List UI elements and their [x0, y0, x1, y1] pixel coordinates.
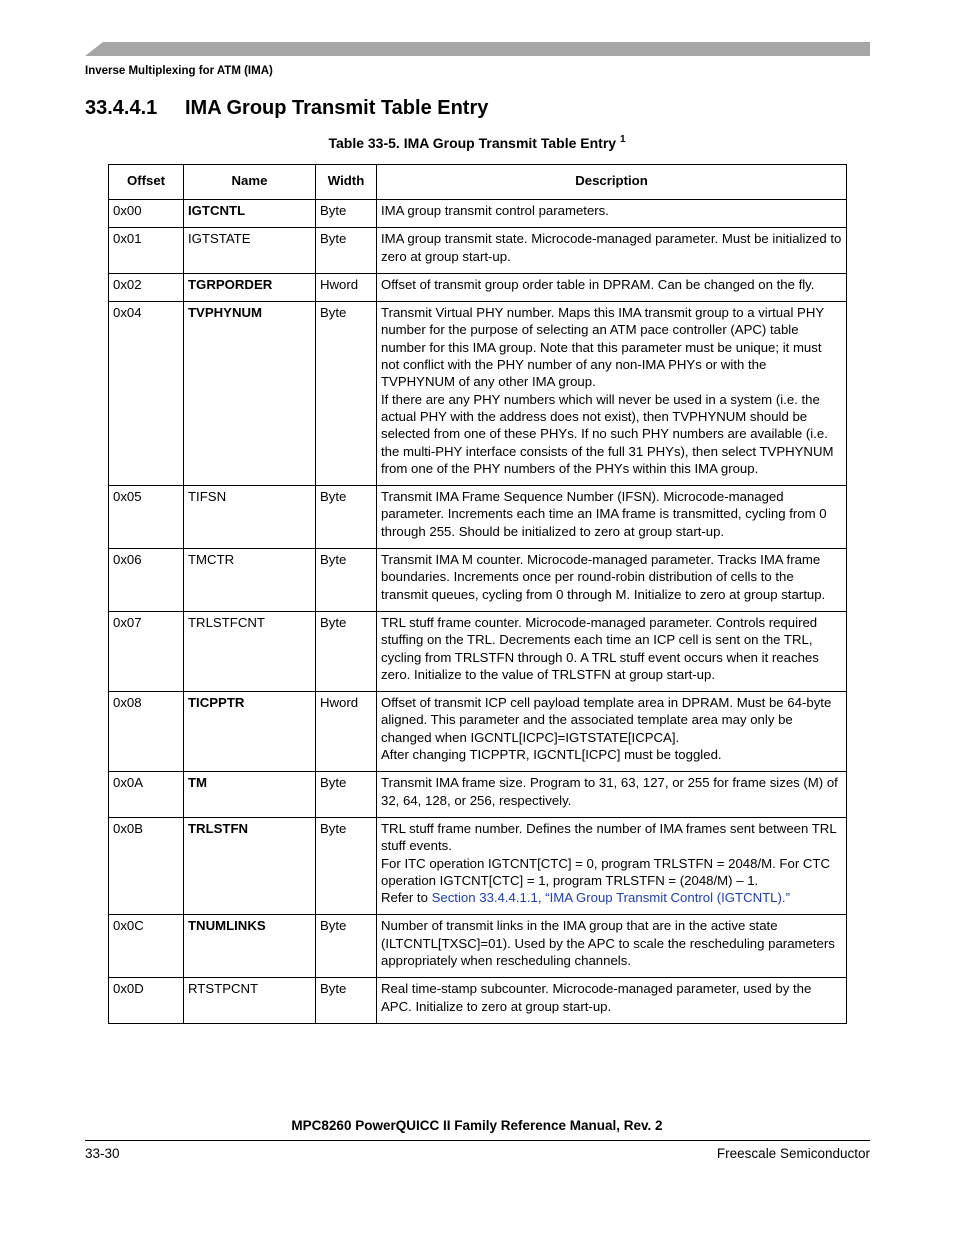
cell-width: Byte [316, 611, 377, 691]
cell-width: Byte [316, 486, 377, 549]
cell-width: Byte [316, 228, 377, 274]
cell-description [377, 772, 847, 818]
footer-manual-title: MPC8260 PowerQUICC II Family Reference Manual, Rev. 2 [291, 1118, 663, 1133]
cell-width: Byte [316, 772, 377, 818]
section-cross-reference-link[interactable]: Section 33.4.4.1.1, “IMA Group Transmit Control (IGTCNTL).” [431, 890, 790, 906]
cell-description [377, 978, 847, 1024]
description-paragraph: Transmit IMA M counter. Microcode-managed parameter. Tracks IMA frame boundaries. Increments once per round-robin distribution of cells to the transmit queues, cycling from 0 through M. Initialize to zero at group startup. [381, 552, 826, 602]
description-paragraph: Transmit IMA Frame Sequence Number (IFSN). Microcode-managed parameter. Increments each time an IMA frame is transmitted, cycling from 0 through 255. Should be initialized to zero at group start-up. [381, 489, 827, 539]
description-paragraph: TRL stuff frame number. Defines the number of IMA frames sent between TRL stuff events. [381, 820, 837, 854]
cell-width: Byte [316, 200, 377, 228]
register-table [108, 164, 847, 1024]
cell-offset: 0x0D [109, 978, 184, 1024]
cell-description [377, 273, 847, 301]
description-paragraph: Transmit IMA frame size. Program to 31, 63, 127, or 255 for frame sizes (M) of 32, 64, 128, or 256, respectively. [381, 775, 838, 808]
description-paragraph: Transmit Virtual PHY number. Maps this IMA transmit group to a virtual PHY number for the purpose of selecting an ATM pace controller (APC) table number for this IMA group. Note that this parameter must be unique; it must not conflict with the PHY number of any non-IMA PHYs or with the TVPHYNUM of any other IMA group. [381, 305, 824, 390]
cell-name: IGTSTATE [184, 228, 316, 274]
table-row [109, 611, 847, 691]
header-decorative-bar [85, 42, 870, 56]
cell-description [377, 611, 847, 691]
cell-width: Byte [316, 302, 377, 486]
table-header-row [109, 165, 847, 200]
table-caption [0, 134, 954, 151]
footer-divider [85, 1140, 870, 1141]
table-caption-text: Table 33-5. IMA Group Transmit Table Entry [328, 135, 617, 151]
cell-description [377, 200, 847, 228]
table-row [109, 549, 847, 612]
description-paragraph: Offset of transmit ICP cell payload template area in DPRAM. Must be 64-byte aligned. This parameter and the associated template area may only be changed when IGCNTL[ICPC]=IGTSTATE[ICPCA]. [381, 695, 832, 745]
column-header-offset: Offset [109, 165, 184, 200]
running-head: Inverse Multiplexing for ATM (IMA) [85, 65, 273, 77]
cell-offset: 0x00 [109, 200, 184, 228]
cell-name: TNUMLINKS [184, 915, 316, 978]
cell-name: TGRPORDER [184, 273, 316, 301]
footer-company: Freescale Semiconductor [716, 1146, 870, 1161]
cell-width: Byte [316, 978, 377, 1024]
table-body [109, 200, 847, 1024]
description-paragraph: Number of transmit links in the IMA group that are in the active state (ILTCNTL[TXSC]=01). Used by the APC to scale the rescheduling parameters appropriately when rescheduling channels. [381, 918, 835, 968]
column-header-description: Description [377, 165, 847, 200]
cell-description [377, 915, 847, 978]
cell-description [377, 228, 847, 274]
table-row [109, 978, 847, 1024]
section-heading [85, 97, 488, 120]
cell-name: TM [184, 772, 316, 818]
cell-offset: 0x06 [109, 549, 184, 612]
table-row [109, 772, 847, 818]
cell-offset: 0x0B [109, 817, 184, 914]
description-paragraph: IMA group transmit control parameters. [381, 203, 609, 218]
cell-name: TIFSN [184, 486, 316, 549]
cell-width: Hword [316, 273, 377, 301]
section-number: 33.4.4.1 [85, 97, 158, 119]
column-header-name: Name [184, 165, 316, 200]
cell-width: Byte [316, 549, 377, 612]
description-paragraph: For ITC operation IGTCNT[CTC] = 0, program TRLSTFN = 2048/M. For CTC operation IGTCNT[CTC] = 1, program TRLSTFN = (2048/M) – 1. [381, 855, 830, 888]
cell-offset: 0x04 [109, 302, 184, 486]
cell-offset: 0x07 [109, 611, 184, 691]
cell-width: Hword [316, 692, 377, 772]
cell-offset: 0x0A [109, 772, 184, 818]
description-paragraph: After changing TICPPTR, IGCNTL[ICPC] must be toggled. [381, 747, 722, 763]
cell-name: TVPHYNUM [184, 302, 316, 486]
cell-description [377, 549, 847, 612]
cell-offset: 0x08 [109, 692, 184, 772]
table-row [109, 273, 847, 301]
table-row [109, 486, 847, 549]
description-paragraph: Offset of transmit group order table in DPRAM. Can be changed on the fly. [381, 276, 815, 292]
cell-name: TMCTR [184, 549, 316, 612]
cell-offset: 0x0C [109, 915, 184, 978]
description-paragraph: TRL stuff frame counter. Microcode-managed parameter. Controls required stuffing on the TRL. Decrements each time an ICP cell is sent on the TRL, cycling from TRLSTFN through 0. A TRL stuff event occurs when it reaches zero. Initialize to the value of TRLSTFN at group start-up. [381, 614, 819, 682]
table-row [109, 228, 847, 274]
cell-name: RTSTPCNT [184, 978, 316, 1024]
cell-offset: 0x05 [109, 486, 184, 549]
table-caption-footnote: 1 [619, 134, 626, 145]
cross-reference-prefix: Refer to [381, 890, 432, 906]
cell-name: TRLSTFCNT [184, 611, 316, 691]
cell-name: TRLSTFN [184, 817, 316, 914]
cell-description [377, 692, 847, 772]
table-row [109, 692, 847, 772]
table-row [109, 915, 847, 978]
description-paragraph: If there are any PHY numbers which will never be used in a system (i.e. the actual PHY with the address does not exist), then TVPHYNUM should be selected from one of these PHYs. If no such PHY numbers are available (i.e. the multi-PHY interface consists of the full 31 PHYs), then select TVPHYNUM from one of the PHY numbers of the PHYs within this IMA group. [381, 391, 834, 476]
table-row [109, 302, 847, 486]
column-header-width: Width [316, 165, 377, 200]
cross-reference-line [381, 889, 842, 906]
table-row [109, 200, 847, 228]
description-paragraph: IMA group transmit state. Microcode-managed parameter. Must be initialized to zero at group start-up. [381, 231, 842, 264]
table-row [109, 817, 847, 914]
page-number: 33-30 [85, 1146, 120, 1161]
cell-width: Byte [316, 817, 377, 914]
cell-width: Byte [316, 915, 377, 978]
cell-description [377, 486, 847, 549]
section-title: IMA Group Transmit Table Entry [185, 97, 489, 119]
cell-description [377, 302, 847, 486]
cell-description [377, 817, 847, 914]
cell-name: TICPPTR [184, 692, 316, 772]
cell-offset: 0x01 [109, 228, 184, 274]
cell-offset: 0x02 [109, 273, 184, 301]
cell-name: IGTCNTL [184, 200, 316, 228]
description-paragraph: Real time-stamp subcounter. Microcode-managed parameter, used by the APC. Initialize to zero at group start-up. [381, 981, 812, 1014]
